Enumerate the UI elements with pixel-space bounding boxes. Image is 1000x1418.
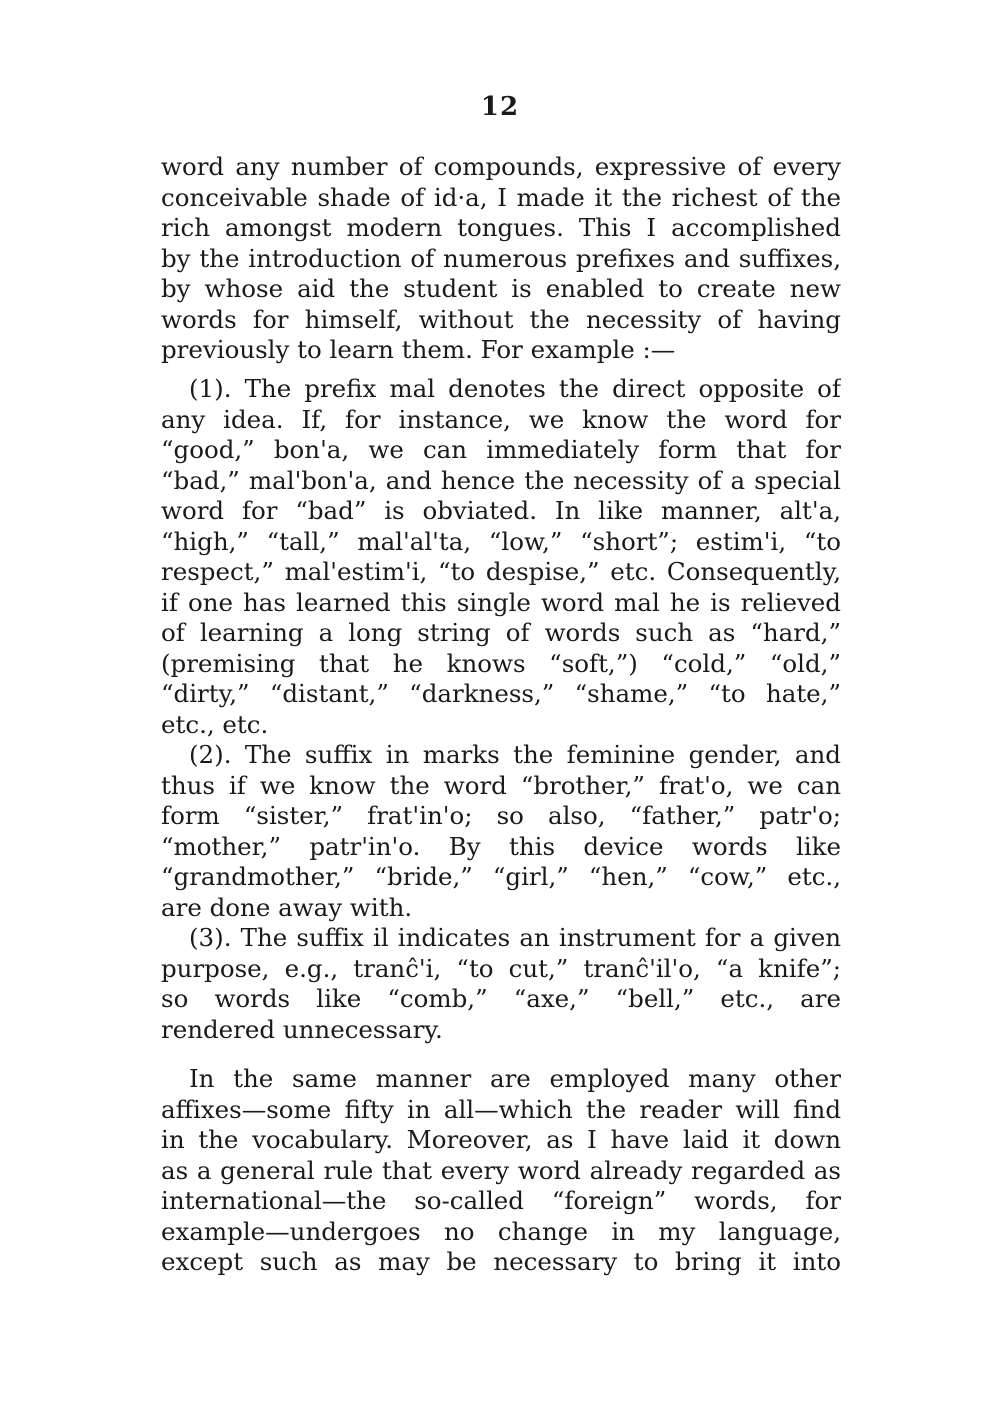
text-line: by the introduction of numerous prefixes and suffixes, bbox=[161, 243, 841, 273]
text-line: rendered unnecessary. bbox=[161, 1014, 443, 1044]
text-line: word for “bad” is obviated. In like manner, alt'a, bbox=[161, 496, 841, 525]
text-line: are done away with. bbox=[161, 892, 413, 922]
text-line: previously to learn them. For example :— bbox=[161, 335, 676, 364]
text-line: respect,” mal'estim'i, “to despise,” etc. Consequently, bbox=[161, 557, 841, 586]
page-number: 12 bbox=[480, 92, 520, 122]
text-line: words for himself, without the necessity of having bbox=[161, 304, 841, 334]
text-line: affixes—some fifty in all—which the reader will find bbox=[161, 1094, 841, 1124]
text-line: so words like “comb,” “axe,” “bell,” etc., are bbox=[161, 984, 841, 1013]
text-line: “grandmother,” “bride,” “girl,” “hen,” “cow,” etc., bbox=[161, 862, 841, 891]
text-line: rich amongst modern tongues. This I accomplished bbox=[161, 213, 841, 242]
text-line: (3). The suffix il indicates an instrument for a given bbox=[189, 923, 841, 952]
paragraph-examples bbox=[161, 374, 841, 1045]
text-line: “high,” “tall,” mal'al'ta, “low,” “short”; estim'i, “to bbox=[161, 526, 841, 556]
text-line: “mother,” patr'in'o. By this device words like bbox=[161, 831, 841, 861]
text-line: etc., etc. bbox=[161, 709, 269, 739]
text-line: international—the so-called “foreign” words, for bbox=[161, 1186, 841, 1215]
text-line: if one has learned this single word mal he is relieved bbox=[161, 587, 841, 617]
text-line: (2). The suffix in marks the feminine gender, and bbox=[189, 740, 841, 769]
text-line: form “sister,” frat'in'o; so also, “father,” patr'o; bbox=[161, 801, 841, 830]
text-line: any idea. If, for instance, we know the word for bbox=[161, 404, 841, 434]
text-line: example—undergoes no change in my language, bbox=[161, 1216, 841, 1246]
text-line: as a general rule that every word already regarded as bbox=[161, 1155, 841, 1185]
text-line: conceivable shade of id·a, I made it the richest of the bbox=[161, 182, 841, 212]
text-line: word any number of compounds, expressive of every bbox=[161, 152, 841, 181]
text-line: except such as may be necessary to bring it into bbox=[161, 1247, 841, 1276]
text-line: “dirty,” “distant,” “darkness,” “shame,” “to hate,” bbox=[161, 679, 841, 708]
text-line: “bad,” mal'bon'a, and hence the necessity of a special bbox=[161, 465, 841, 495]
text-line: in the vocabulary. Moreover, as I have laid it down bbox=[161, 1125, 841, 1154]
paragraph-affixes bbox=[161, 1064, 841, 1278]
text-line: (premising that he knows “soft,”) “cold,” “old,” bbox=[161, 648, 841, 678]
text-line: thus if we know the word “brother,” frat'o, we can bbox=[161, 770, 841, 800]
paragraph-intro bbox=[161, 152, 841, 366]
text-line: purpose, e.g., tranĉ'i, “to cut,” tranĉ'il'o, “a knife”; bbox=[161, 953, 841, 983]
text-line: (1). The prefix mal denotes the direct opposite of bbox=[189, 374, 841, 403]
text-line: In the same manner are employed many other bbox=[189, 1064, 841, 1093]
text-line: of learning a long string of words such as “hard,” bbox=[161, 618, 841, 647]
text-line: “good,” bon'a, we can immediately form that for bbox=[161, 435, 841, 464]
text-line: by whose aid the student is enabled to create new bbox=[161, 274, 841, 303]
